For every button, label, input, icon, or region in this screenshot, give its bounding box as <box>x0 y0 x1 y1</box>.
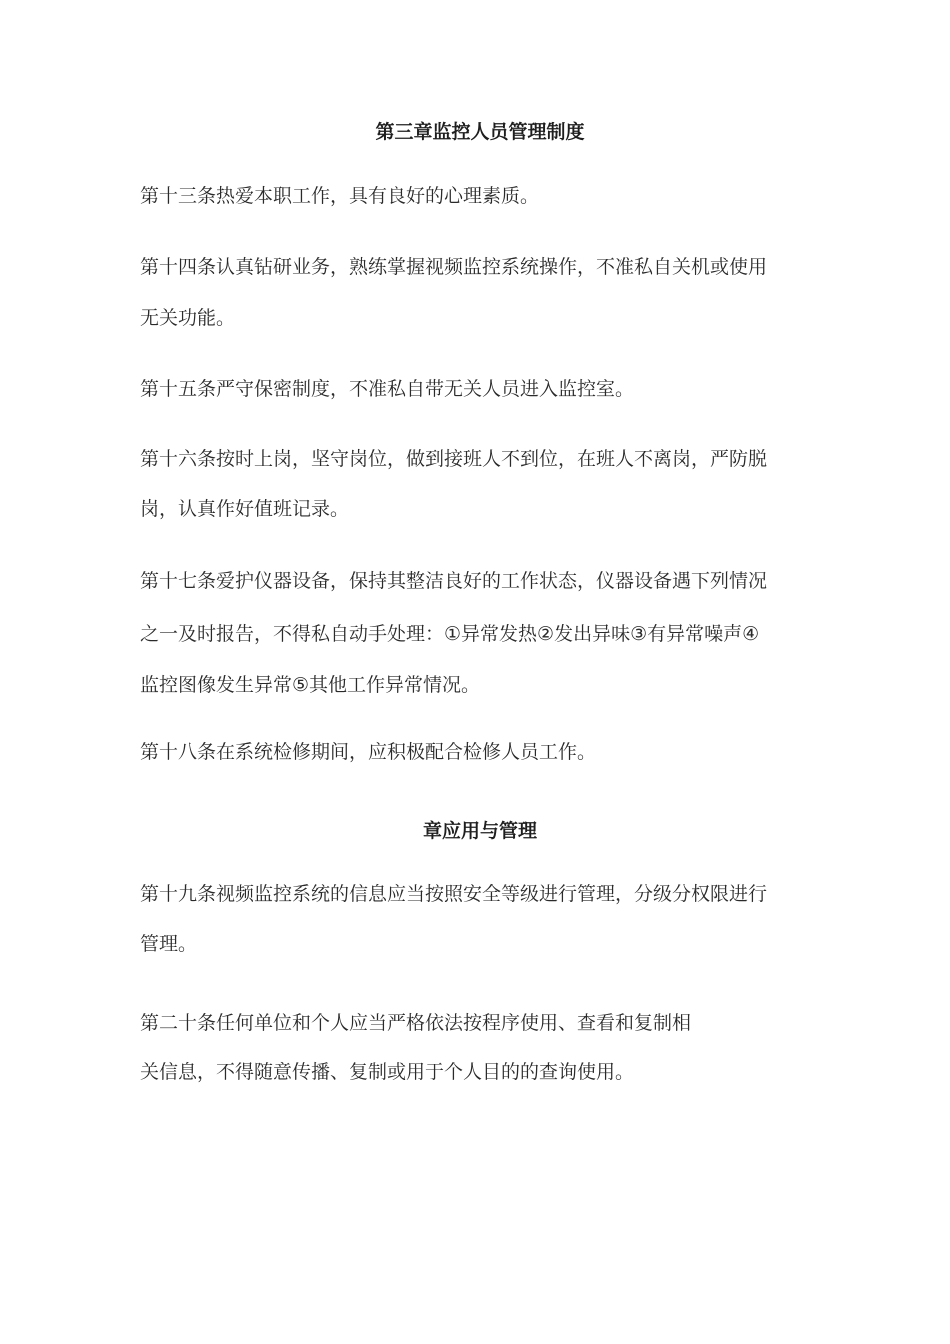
chapter-3-title: 第三章监控人员管理制度 <box>375 121 585 143</box>
article-16-line-2: 岗，认真作好值班记录。 <box>140 498 350 520</box>
article-14-line-2: 无关功能。 <box>140 307 236 329</box>
article-14-line-1: 第十四条认真钻研业务，熟练掌握视频监控系统操作，不准私自关机或使用 <box>140 256 768 278</box>
article-20-line-1: 第二十条任何单位和个人应当严格依法按程序使用、查看和复制相 <box>140 1012 692 1034</box>
article-17-line-2: 之一及时报告，不得私自动手处理：①异常发热②发出异味③有异常噪声④ <box>140 623 760 645</box>
chapter-4-title: 章应用与管理 <box>422 820 537 842</box>
article-13-line-1: 第十三条热爱本职工作，具有良好的心理素质。 <box>140 185 540 207</box>
article-19-line-2: 管理。 <box>140 933 198 955</box>
article-19-line-1: 第十九条视频监控系统的信息应当按照安全等级进行管理，分级分权限进行 <box>140 883 768 905</box>
article-16-line-1: 第十六条按时上岗，坚守岗位，做到接班人不到位，在班人不离岗，严防脱 <box>140 448 768 470</box>
article-20-line-2: 关信息，不得随意传播、复制或用于个人目的的查询使用。 <box>140 1061 635 1083</box>
article-17-line-3: 监控图像发生异常⑤其他工作异常情况。 <box>140 674 481 696</box>
article-17-line-1: 第十七条爱护仪器设备，保持其整洁良好的工作状态，仪器设备遇下列情况 <box>140 570 768 592</box>
article-18-line-1: 第十八条在系统检修期间，应积极配合检修人员工作。 <box>140 741 597 763</box>
article-15-line-1: 第十五条严守保密制度，不准私自带无关人员进入监控室。 <box>140 378 635 400</box>
